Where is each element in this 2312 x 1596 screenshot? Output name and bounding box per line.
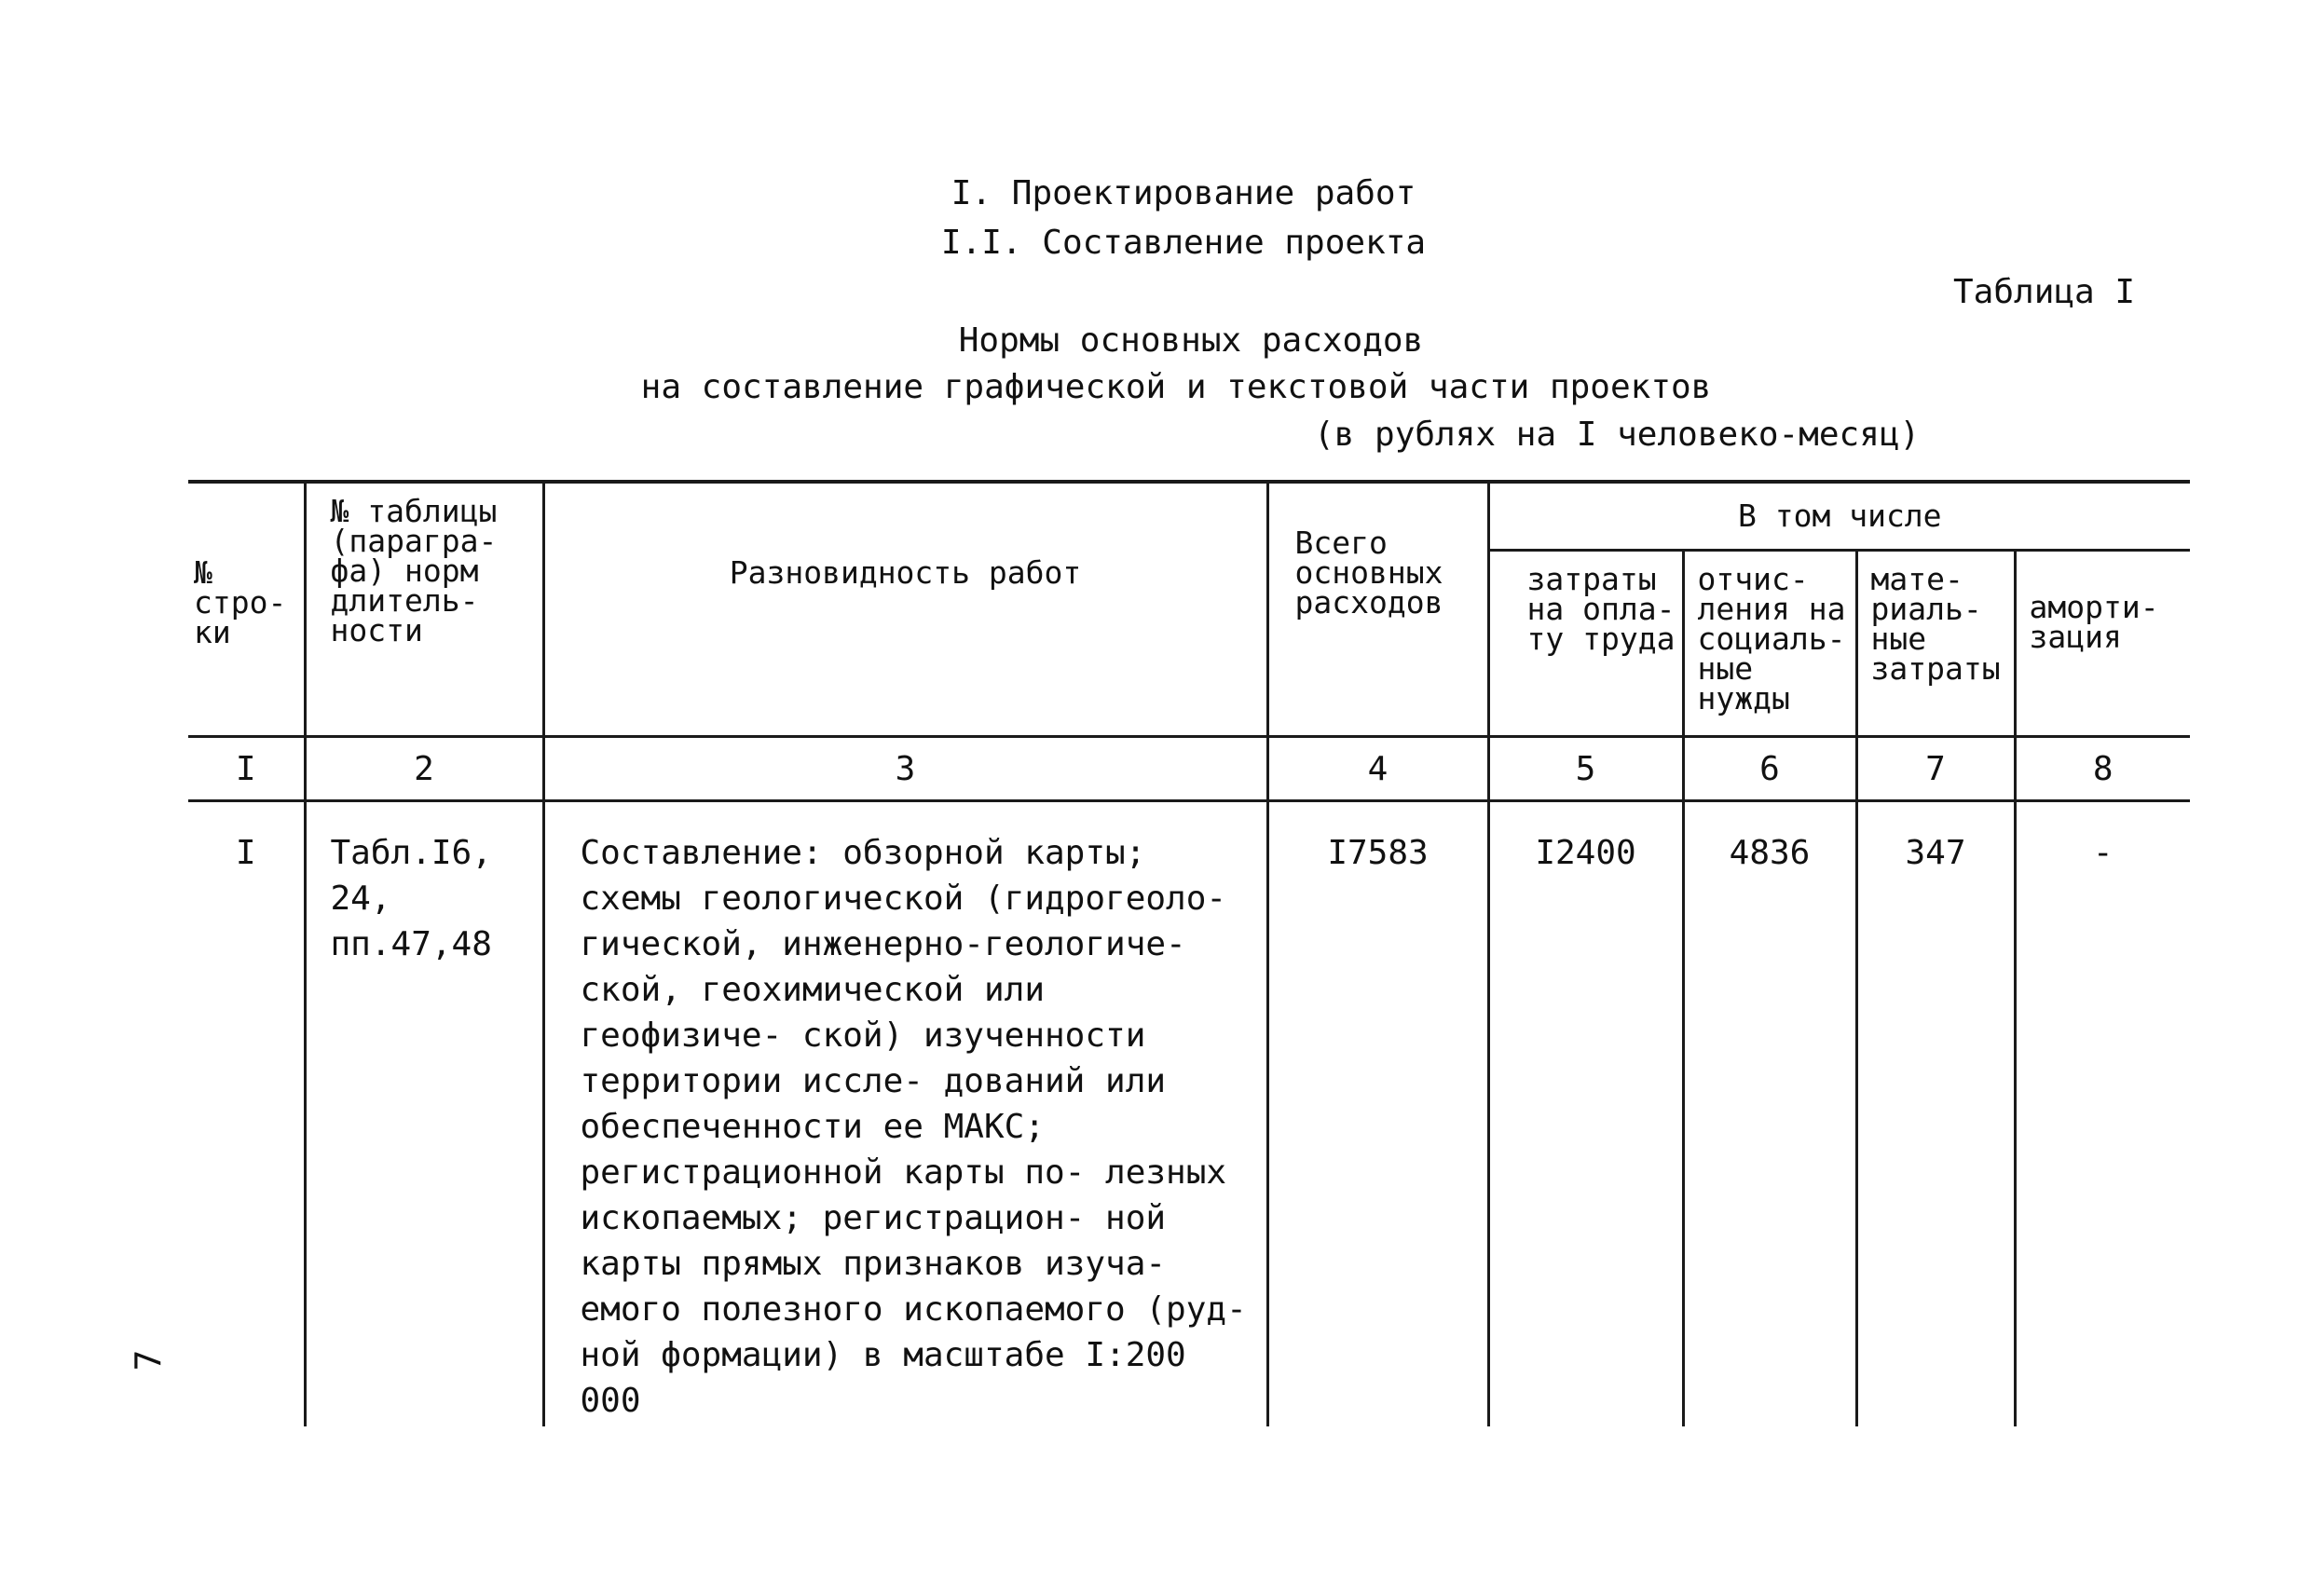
section-title: I. Проектирование работ xyxy=(951,174,1416,212)
cell-amortization: - xyxy=(2015,801,2190,1427)
col-header-materials: мате- риаль- ные затраты xyxy=(1856,551,2015,737)
cell-materials: 347 xyxy=(1856,801,2015,1427)
cell-labor: I2400 xyxy=(1488,801,1683,1427)
column-number: 4 xyxy=(1267,737,1488,801)
page-number: 7 xyxy=(128,1349,170,1371)
column-number-row xyxy=(188,737,2190,801)
col-header-group: В том числе xyxy=(1488,482,2190,551)
cell-line-no: I xyxy=(188,801,305,1427)
col-header-labor: затраты на опла- ту труда xyxy=(1488,551,1683,737)
cell-total: I7583 xyxy=(1267,801,1488,1427)
column-number: 8 xyxy=(2015,737,2190,801)
column-number: 6 xyxy=(1683,737,1856,801)
caption-line-3: (в рублях на I человеко-месяц) xyxy=(1314,416,1921,454)
cell-social: 4836 xyxy=(1683,801,1856,1427)
subsection-title: I.I. Составление проекта xyxy=(940,224,1427,262)
cell-work-type: Составление: обзорной карты; схемы геологической (гидрогеоло- гической, инженерно-геологиче- ской, геохимической или геофизиче- ской) изученности территории иссле- дований или обеспеченности ее МАКС; регистрационной карты по- лезных ископаемых; регистрацион- ной карты прямых признаков изуча- емого полезного ископаемого (руд- ной формации) в масштабе I:200 000 xyxy=(543,801,1267,1427)
column-number: 7 xyxy=(1856,737,2015,801)
norms-table xyxy=(188,480,2190,1426)
column-number: I xyxy=(188,737,305,801)
table-label: Таблица I xyxy=(1953,273,2136,311)
col-header-norm-ref: № таблицы (парагра- фа) норм длитель- ности xyxy=(305,482,543,737)
table-row xyxy=(188,801,2190,1427)
caption-line-1: Нормы основных расходов xyxy=(958,321,1424,360)
col-header-line-no: № стро- ки xyxy=(188,482,305,737)
cell-norm-ref: Табл.I6, 24, пп.47,48 xyxy=(305,801,543,1427)
column-number: 5 xyxy=(1488,737,1683,801)
caption-line-2: на составление графической и текстовой части проектов xyxy=(640,368,1712,406)
column-number: 3 xyxy=(543,737,1267,801)
col-header-work-type: Разновидность работ xyxy=(543,482,1267,737)
col-header-total: Всего основных расходов xyxy=(1267,482,1488,737)
col-header-social: отчис- ления на социаль- ные нужды xyxy=(1683,551,1856,737)
column-number: 2 xyxy=(305,737,543,801)
col-header-amortization: аморти- зация xyxy=(2015,551,2190,737)
